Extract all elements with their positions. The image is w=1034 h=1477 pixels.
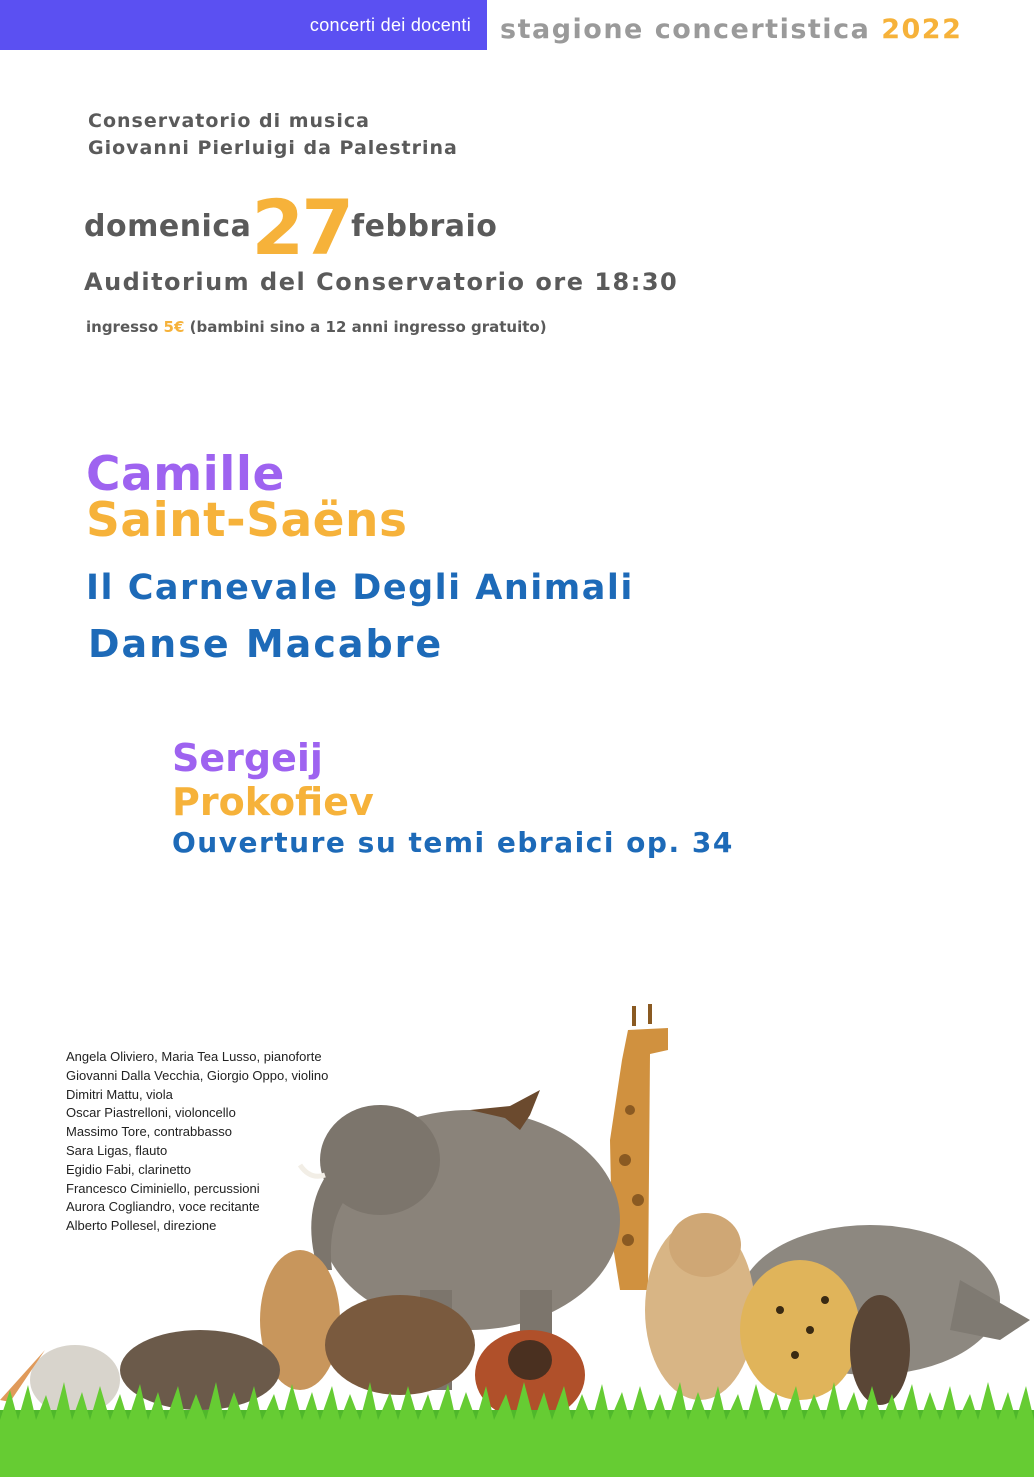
work-ouverture: Ouverture su temi ebraici op. 34 bbox=[172, 826, 734, 859]
series-label: concerti dei docenti bbox=[309, 15, 471, 35]
performer-item: Sara Ligas, flauto bbox=[66, 1142, 168, 1158]
performer-item: Aurora Cogliandro, voce recitante bbox=[66, 1199, 260, 1215]
ticket-price: 5€ bbox=[163, 318, 185, 336]
performer-item: Angela Oliviero, Maria Tea Lusso, pianoforte bbox=[66, 1049, 322, 1064]
institution bbox=[88, 108, 458, 162]
performer-item: Alberto Pollesel, direzione bbox=[66, 1218, 217, 1234]
event-month: febbraio bbox=[351, 209, 498, 244]
event-date bbox=[84, 183, 498, 272]
cheetah-icon bbox=[740, 1260, 860, 1400]
ticket-note: (bambini sino a 12 anni ingresso gratuito) bbox=[189, 318, 547, 336]
work-carnevale: Il Carnevale Degli Animali bbox=[86, 568, 634, 608]
composer1-last-name: Saint-Saëns bbox=[86, 493, 408, 548]
wild-dog-icon bbox=[850, 1295, 910, 1405]
ticket-info bbox=[86, 318, 547, 336]
giraffe-icon bbox=[610, 1004, 668, 1290]
performer-item: Oscar Piastrelloni, violoncello bbox=[66, 1105, 236, 1121]
season-title bbox=[500, 14, 962, 45]
performer-item: Dimitri Mattu, viola bbox=[66, 1086, 173, 1102]
tortoise-icon bbox=[325, 1295, 475, 1395]
event-weekday: domenica bbox=[84, 209, 252, 244]
performer-item: Egidio Fabi, clarinetto bbox=[66, 1161, 192, 1177]
composer2-first-name: Sergeij bbox=[172, 736, 323, 780]
series-banner bbox=[0, 0, 487, 50]
institution-line2: Giovanni Pierluigi da Palestrina bbox=[88, 137, 458, 159]
event-venue: Auditorium del Conservatorio ore 18:30 bbox=[84, 268, 679, 296]
performer-item: Giovanni Dalla Vecchia, Giorgio Oppo, violino bbox=[66, 1067, 329, 1083]
event-day: 27 bbox=[251, 183, 352, 272]
performer-item: Massimo Tore, contrabbasso bbox=[66, 1124, 232, 1140]
ticket-prefix: ingresso bbox=[86, 318, 159, 336]
performers-list bbox=[66, 1048, 328, 1236]
performer-item: Francesco Ciminiello, percussioni bbox=[66, 1180, 260, 1196]
work-danse-macabre: Danse Macabre bbox=[88, 622, 444, 666]
season-year: 2022 bbox=[881, 14, 963, 45]
composer1-first-name: Camille bbox=[86, 447, 285, 502]
lioness-icon bbox=[645, 1213, 755, 1400]
institution-line1: Conservatorio di musica bbox=[88, 110, 370, 132]
season-text: stagione concertistica bbox=[500, 14, 871, 45]
composer2-last-name: Prokofiev bbox=[172, 780, 374, 824]
